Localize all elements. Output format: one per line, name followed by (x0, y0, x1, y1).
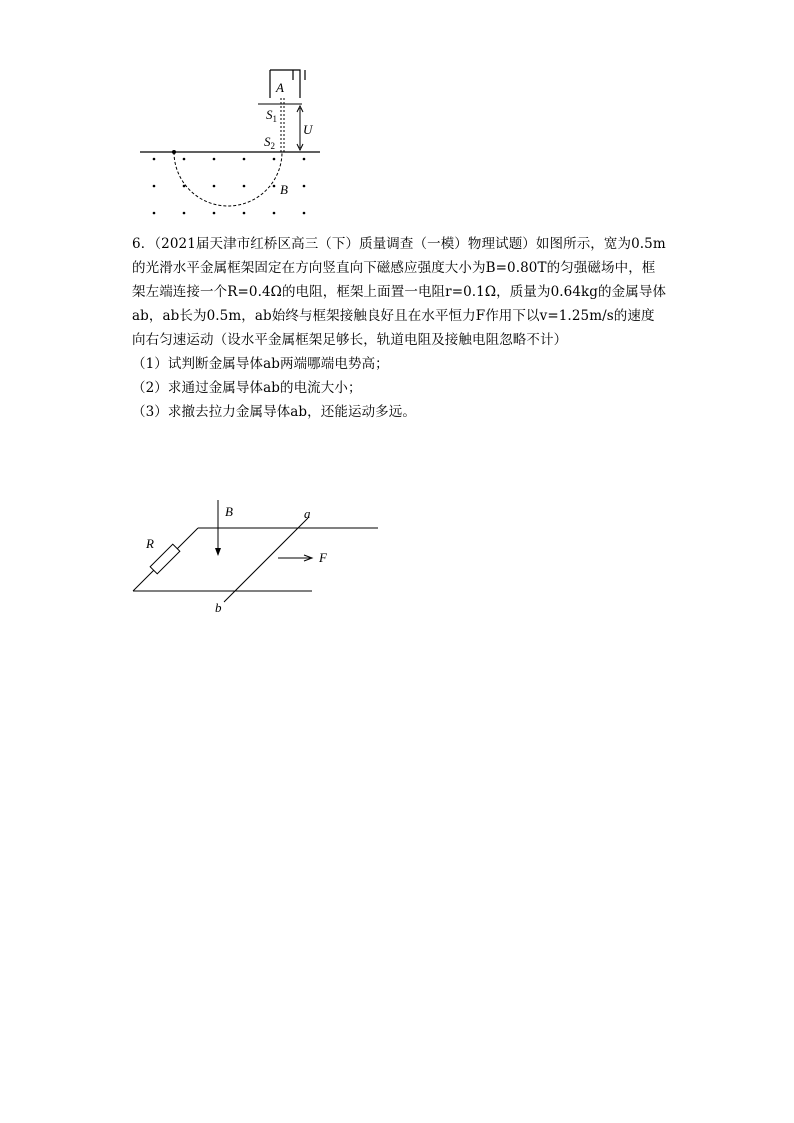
label-A: A (276, 80, 284, 95)
problem-line-3: 架左端连接一个R=0.4Ω的电阻，框架上面置一电阻r=0.1Ω，质量为0.64kg的金属导体 (132, 284, 667, 300)
problem-line-4: ab，ab长为0.5m，ab始终与框架接触良好且在水平恒力F作用下以v=1.25m/s的速度 (132, 308, 655, 324)
problem-line-5: 向右匀速运动（设水平金属框架足够长，轨道电阻及接触电阻忽略不计） (132, 332, 568, 348)
label-R: R (146, 536, 154, 551)
question-2: （2）求通过金属导体ab的电流大小； (132, 380, 362, 396)
svg-text:S2: $S_2$ (264, 134, 275, 151)
label-F: F (319, 550, 327, 565)
label-B: B (280, 182, 288, 197)
label-b: b (215, 600, 222, 615)
svg-text:S1: $S_1$ (266, 107, 277, 124)
problem-6 (132, 232, 667, 424)
figure-rail-circuit (128, 500, 384, 618)
label-B2: B (225, 504, 233, 519)
problem-line-1: 6．（2021届天津市红桥区高三（下）质量调查（一模）物理试题）如图所示，宽为0.5m (132, 236, 666, 252)
label-S2: S (264, 134, 271, 149)
label-a: a (304, 506, 311, 521)
label-U: U (303, 122, 313, 137)
question-3: （3）求撤去拉力金属导体ab，还能运动多远。 (132, 404, 416, 420)
resistor-R (150, 544, 180, 574)
question-1: （1）试判断金属导体ab两端哪端电势高； (132, 356, 389, 372)
problem-line-2: 的光滑水平金属框架固定在方向竖直向下磁感应强度大小为B=0.80T的匀强磁场中，框 (132, 260, 656, 276)
figure-particle-in-magnetic-field (130, 62, 330, 224)
label-S1: S (266, 107, 273, 122)
